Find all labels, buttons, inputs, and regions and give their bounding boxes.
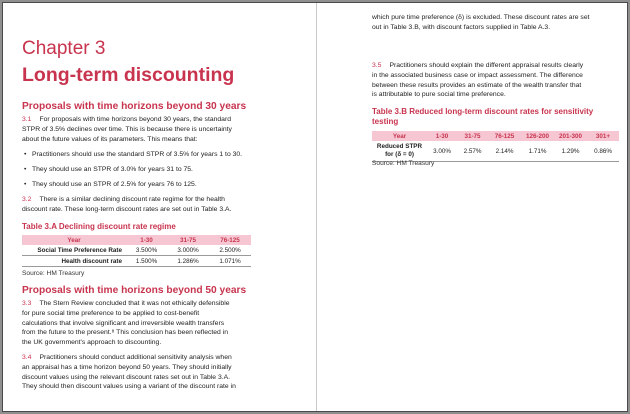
section-heading-30-years: Proposals with time horizons beyond 30 years — [22, 101, 247, 112]
paragraph-line: The Stern Review concluded that it was not ethically defensible — [39, 300, 230, 307]
table-cell: 3.00% — [427, 141, 457, 162]
table-header-row — [372, 131, 619, 141]
paragraph-number: 3.2 — [22, 196, 32, 203]
paragraph-line: is attributable to pure social time preference. — [372, 91, 506, 99]
continued-paragraph — [372, 13, 622, 33]
document-spread — [2, 2, 628, 412]
table-3b-caption: Table 3.B Reduced long-term discount rates for sensitivity testing — [372, 107, 594, 126]
table-row — [22, 256, 251, 267]
table-3a — [22, 235, 251, 267]
paragraph-line: the UK government's approach to discounting. — [22, 339, 162, 347]
table-row — [372, 141, 619, 162]
paragraph-number: 3.4 — [22, 354, 32, 361]
table-3a-source: Source: HM Treasury — [22, 270, 85, 277]
paragraph-line: They should then discount values using a variant of the discount rate in — [22, 383, 236, 391]
paragraph-3-2 — [22, 195, 312, 215]
paragraph-line: STPR of 3.5% declines over time. This is because there is uncertainty — [22, 125, 232, 133]
paragraph-line: for pure social time preference to be applied to cost-benefit — [22, 309, 200, 317]
paragraph-line: an appraisal has a time horizon beyond 50 years. They should initially — [22, 363, 232, 371]
paragraph-line: There is a similar declining discount rate regime for the health — [39, 196, 225, 203]
table-cell: 0.86% — [587, 141, 619, 162]
table-header-cell: 1-30 — [126, 235, 167, 245]
table-row-label: Health discount rate — [22, 256, 126, 267]
chapter-title: Long-term discounting — [22, 64, 235, 86]
table-3b — [372, 131, 619, 162]
paragraph-3-3 — [22, 299, 314, 348]
chapter-label: Chapter 3 — [22, 38, 106, 59]
bullet-dot-icon: • — [24, 151, 27, 158]
table-3b-source: Source: HM Treasury — [372, 160, 435, 167]
left-page: Chapter 3 Long-term discounting Proposals with time horizons beyond 30 years 3.1 For proposals with time horizons beyond 30 years, the standard STPR of 3.5% declines over time. This is because there is uncertainty about the future values of its parameters. This means that: • Practitioners should use the standard STPR of 3.5% for years 1 to 30. • They should use an STPR of 3.0% for years 31 to 75. • They should use an STPR of 2.5% for years 76 to 125. 3.2 There is a similar declining discount rate regime for the health discount rate. These long-term discount rates are set out in Table 3.A. Table 3.A Declining discount rate regime Year 1-30 31-75 76-125 Social Time Preference Rate 3.500% 3.000% 2.500% Health discount rate 1.500% 1.286% 1.071% Source: HM Treasury Proposals with time horizons beyond 50 years 3.3 The Stern Review concluded that it was not ethically defensible for pure social time preference to be applied to cost-benefit calculations that involve significant and irreversible wealth transfers from the future to the present.⁸ This conclusion has been reflected in the UK government's approach to discounting. 3.4 Practitioners should conduct additional sensitivity analysis when an appraisal has a time horizon beyond 50 years. They should initially discount values using the relevant discount rates set out in Table 3.A. They should then discount values using a variant of the discount rate in — [3, 3, 315, 411]
table-cell: 1.500% — [126, 256, 167, 267]
table-header-cell: 31-75 — [457, 131, 488, 141]
table-cell: 1.286% — [167, 256, 209, 267]
paragraph-line: discount rate. These long-term discount rates are set out in Table 3.A. — [22, 205, 232, 213]
paragraph-line: Practitioners should explain the different appraisal results clearly — [389, 62, 584, 69]
bullet-dot-icon: • — [24, 166, 27, 173]
table-cell: 3.000% — [167, 245, 209, 256]
table-header-cell: Year — [372, 131, 427, 141]
paragraph-line: discount values using the relevant discount rates set out in Table 3.A. — [22, 373, 231, 381]
paragraph-line: which pure time preference (δ) is excluded. These discount rates are set — [372, 14, 590, 21]
table-cell: 3.500% — [126, 245, 167, 256]
table-header-cell: 31-75 — [167, 235, 209, 245]
table-row-label: Reduced STPR for (δ = 0) — [372, 141, 427, 162]
section-heading-50-years: Proposals with time horizons beyond 50 years — [22, 285, 247, 296]
right-page — [318, 3, 627, 411]
table-cell: 1.71% — [521, 141, 554, 162]
paragraph-line: out in Table 3.B, with discount factors supplied in Table A.3. — [372, 23, 551, 31]
table-header-row — [22, 235, 251, 245]
table-header-cell: 126-200 — [521, 131, 554, 141]
table-header-cell: 201-300 — [554, 131, 587, 141]
table-header-cell: 1-30 — [427, 131, 457, 141]
table-header-cell: 76-125 — [209, 235, 251, 245]
table-3a-caption: Table 3.A Declining discount rate regime — [22, 222, 176, 231]
paragraph-line: Practitioners should conduct additional sensitivity analysis when — [39, 354, 232, 361]
paragraph-3-1 — [22, 115, 312, 144]
paragraph-line: about the future values of its parameters. This means that: — [22, 135, 198, 143]
paragraph-number: 3.3 — [22, 300, 32, 307]
bullet-dot-icon: • — [24, 181, 27, 188]
paragraph-3-5 — [372, 61, 622, 100]
table-header-cell: 301+ — [587, 131, 619, 141]
paragraph-line: For proposals with time horizons beyond 30 years, the standard — [39, 116, 232, 123]
paragraph-3-4 — [22, 353, 314, 392]
paragraph-line: from the future to the present.⁸ This conclusion has been reflected in — [22, 329, 229, 337]
table-header-cell: 76-125 — [488, 131, 521, 141]
paragraph-number: 3.1 — [22, 116, 32, 123]
paragraph-line: calculations that involve significant and irreversible wealth transfers — [22, 319, 225, 327]
page-gutter — [316, 3, 317, 411]
table-row — [22, 245, 251, 256]
paragraph-line: between these results provides an estimate of the wealth transfer that — [372, 81, 582, 89]
table-cell: 1.29% — [554, 141, 587, 162]
paragraph-number: 3.5 — [372, 62, 382, 69]
table-header-cell: Year — [22, 235, 126, 245]
table-cell: 2.500% — [209, 245, 251, 256]
table-row-label: Social Time Preference Rate — [22, 245, 126, 256]
paragraph-line: in the associated business case or impact assessment. The difference — [372, 71, 583, 79]
table-cell: 1.071% — [209, 256, 251, 267]
table-cell: 2.14% — [488, 141, 521, 162]
table-cell: 2.57% — [457, 141, 488, 162]
